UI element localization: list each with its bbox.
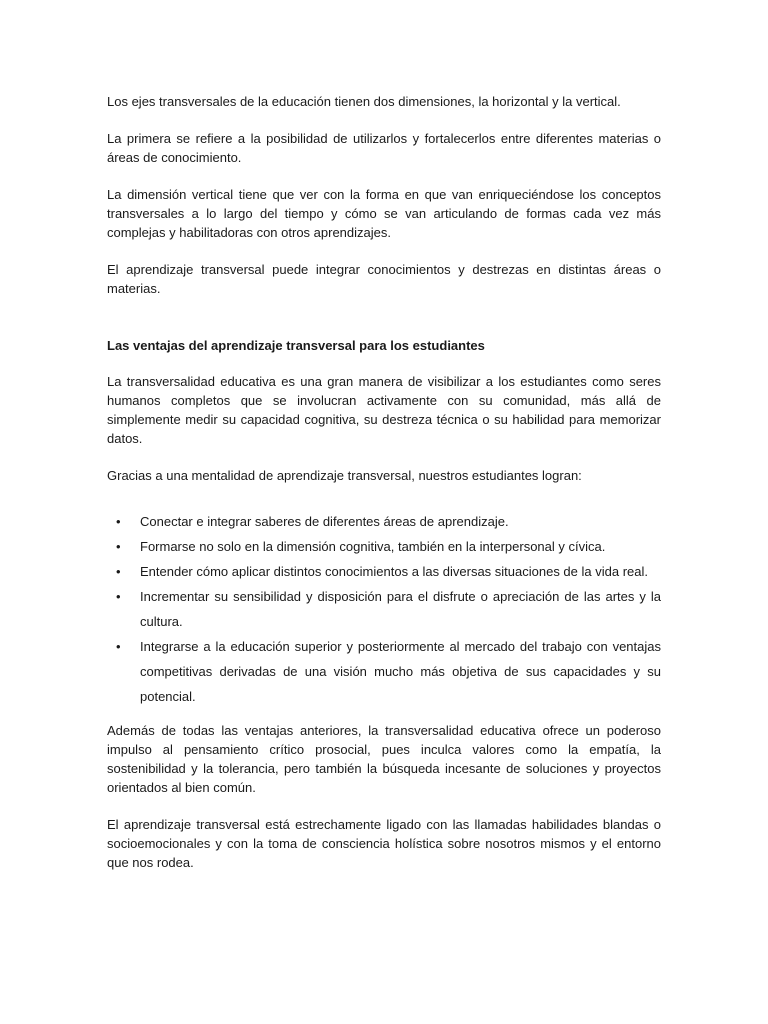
list-item-text: Conectar e integrar saberes de diferentes áreas de aprendizaje. [140,514,509,529]
list-item [107,559,661,584]
intro-paragraph: La dimensión vertical tiene que ver con la forma en que van enriqueciéndose los conceptos transversales a lo largo del tiempo y cómo se van articulando de formas cada vez más complejas y habilitadoras con otros aprendizajes. [107,187,661,240]
list-item-text: Formarse no solo en la dimensión cognitiva, también en la interpersonal y cívica. [140,539,606,554]
intro-paragraph: Los ejes transversales de la educación tienen dos dimensiones, la horizontal y la vertical. [107,94,621,109]
intro-paragraph: La primera se refiere a la posibilidad de utilizarlos y fortalecerlos entre diferentes materias o áreas de conocimiento. [107,131,661,165]
document-body [107,92,661,890]
list-item [107,534,661,559]
intro-paragraph: El aprendizaje transversal puede integrar conocimientos y destrezas en distintas áreas o materias. [107,262,661,296]
section-paragraph: La transversalidad educativa es una gran manera de visibilizar a los estudiantes como seres humanos completos que se involucran activamente con su comunidad, más allá de simplemente medir su capacidad cognitiva, su destreza técnica o su habilidad para memorizar datos. [107,374,661,446]
list-item [107,584,661,634]
list-item-text: Integrarse a la educación superior y posteriormente al mercado del trabajo con ventajas competitivas derivadas de una visión mucho más objetiva de sus capacidades y su potencial. [140,639,661,704]
bullet-icon: • [116,589,121,604]
section-heading: Las ventajas del aprendizaje transversal para los estudiantes [107,338,485,353]
list-item [107,509,661,534]
benefits-list [107,509,661,709]
bullet-icon: • [116,564,121,579]
closing-paragraph: El aprendizaje transversal está estrechamente ligado con las llamadas habilidades blandas o socioemocionales y con la toma de consciencia holística sobre nosotros mismos y el entorno que nos rodea. [107,817,661,870]
bullet-icon: • [116,639,121,654]
list-item-text: Entender cómo aplicar distintos conocimientos a las diversas situaciones de la vida real. [140,564,648,579]
bullet-icon: • [116,514,121,529]
section-paragraph: Gracias a una mentalidad de aprendizaje transversal, nuestros estudiantes logran: [107,468,582,483]
closing-paragraph: Además de todas las ventajas anteriores, la transversalidad educativa ofrece un poderoso impulso al pensamiento crítico prosocial, pues inculca valores como la empatía, la sostenibilidad y la tolerancia, pero también la búsqueda incesante de soluciones y proyectos orientados al bien común. [107,723,661,795]
bullet-icon: • [116,539,121,554]
list-item [107,634,661,709]
list-item-text: Incrementar su sensibilidad y disposición para el disfrute o apreciación de las artes y la cultura. [140,589,661,629]
